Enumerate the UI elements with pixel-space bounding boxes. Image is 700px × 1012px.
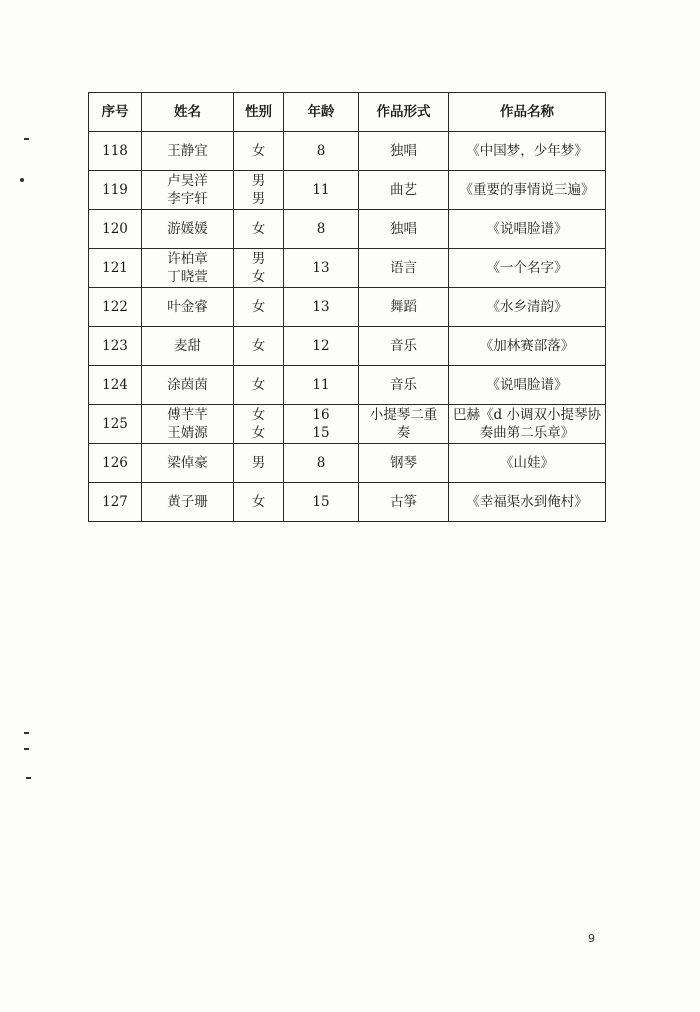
cell-number: 125 (89, 405, 142, 444)
cell-form (359, 444, 449, 483)
cell-title (449, 132, 606, 171)
cell-gender-line: 男 (251, 173, 266, 189)
cell-name-line: 游媛媛 (167, 221, 208, 237)
cell-form-line: 独唱 (390, 143, 417, 159)
cell-age-line: 11 (312, 377, 330, 393)
cell-age-line: 16 (312, 407, 330, 423)
cell-title-line: 《幸福渠水到俺村》 (466, 494, 588, 510)
cell-name-line: 王静宜 (167, 143, 208, 159)
scan-mark (26, 777, 31, 779)
cell-name (142, 483, 234, 522)
cell-form (359, 483, 449, 522)
cell-age-line: 15 (312, 425, 330, 441)
header-name: 姓名 (142, 93, 234, 132)
cell-form-line: 语言 (390, 260, 417, 276)
cell-gender-line: 男 (251, 191, 266, 207)
cell-name-line: 卢昊洋 (167, 173, 208, 189)
header-age: 年龄 (284, 93, 359, 132)
header-form: 作品形式 (359, 93, 449, 132)
cell-name-line: 涂茵茵 (167, 377, 208, 393)
cell-age-line: 11 (312, 182, 330, 198)
cell-title (449, 483, 606, 522)
scan-mark (20, 178, 24, 182)
cell-gender (234, 171, 284, 210)
cell-gender-line: 女 (251, 221, 266, 237)
cell-name (142, 288, 234, 327)
cell-age-line: 8 (316, 455, 326, 471)
cell-age-line: 8 (316, 143, 326, 159)
cell-gender-line: 女 (251, 425, 266, 441)
cell-number: 126 (89, 444, 142, 483)
cell-number: 123 (89, 327, 142, 366)
cell-gender (234, 483, 284, 522)
cell-name (142, 171, 234, 210)
cell-name (142, 405, 234, 444)
cell-name-line: 丁晓萱 (167, 269, 208, 285)
cell-name (142, 249, 234, 288)
table-row (89, 327, 606, 366)
cell-age (284, 327, 359, 366)
cell-name-line: 叶金睿 (167, 299, 208, 315)
cell-gender (234, 405, 284, 444)
cell-number: 120 (89, 210, 142, 249)
scan-mark (24, 732, 29, 734)
cell-name-line: 梁倬豪 (167, 455, 208, 471)
header-gender: 性别 (234, 93, 284, 132)
scan-mark (24, 138, 29, 140)
cell-form-line: 音乐 (390, 377, 417, 393)
cell-gender-line: 女 (251, 494, 266, 510)
cell-form (359, 210, 449, 249)
cell-age-line: 13 (312, 299, 330, 315)
cell-gender (234, 288, 284, 327)
cell-number: 121 (89, 249, 142, 288)
cell-name (142, 327, 234, 366)
table-row (89, 405, 606, 444)
cell-name (142, 210, 234, 249)
cell-number: 124 (89, 366, 142, 405)
cell-name (142, 366, 234, 405)
participant-table (88, 92, 606, 522)
cell-gender-line: 男 (251, 455, 266, 471)
cell-gender-line: 女 (251, 338, 266, 354)
cell-form-line: 小提琴二重 (369, 407, 438, 423)
cell-form-line: 音乐 (390, 338, 417, 354)
cell-form (359, 288, 449, 327)
cell-gender (234, 366, 284, 405)
scan-mark (24, 748, 29, 750)
cell-age (284, 132, 359, 171)
cell-title-line: 《重要的事情说三遍》 (459, 182, 595, 198)
cell-form-line: 奏 (396, 425, 411, 441)
cell-gender-line: 女 (251, 299, 266, 315)
cell-form (359, 132, 449, 171)
cell-title (449, 327, 606, 366)
table-header-row (89, 93, 606, 132)
cell-gender (234, 132, 284, 171)
cell-form (359, 171, 449, 210)
cell-title-line: 《加林赛部落》 (479, 338, 575, 354)
cell-form (359, 366, 449, 405)
cell-title (449, 444, 606, 483)
cell-title (449, 171, 606, 210)
table-row (89, 132, 606, 171)
cell-name (142, 132, 234, 171)
cell-title (449, 288, 606, 327)
table-row (89, 171, 606, 210)
cell-age-line: 15 (312, 494, 330, 510)
cell-title-line: 《说唱脸谱》 (486, 221, 568, 237)
cell-number: 118 (89, 132, 142, 171)
cell-number: 122 (89, 288, 142, 327)
cell-title (449, 366, 606, 405)
cell-age-line: 12 (312, 338, 330, 354)
cell-age-line: 13 (312, 260, 330, 276)
table-row (89, 249, 606, 288)
cell-form-line: 钢琴 (390, 455, 417, 471)
cell-gender (234, 210, 284, 249)
cell-name (142, 444, 234, 483)
cell-gender-line: 女 (251, 407, 266, 423)
cell-name-line: 傅芊芊 (167, 407, 208, 423)
cell-gender (234, 444, 284, 483)
cell-age (284, 288, 359, 327)
cell-gender (234, 249, 284, 288)
cell-form (359, 405, 449, 444)
table-row (89, 483, 606, 522)
cell-age (284, 444, 359, 483)
cell-title (449, 405, 606, 444)
cell-gender-line: 男 (251, 251, 266, 267)
cell-title-line: 《说唱脸谱》 (486, 377, 568, 393)
cell-age (284, 483, 359, 522)
cell-name-line: 麦甜 (174, 338, 201, 354)
cell-age (284, 249, 359, 288)
cell-form-line: 曲艺 (390, 182, 417, 198)
cell-age-line: 8 (316, 221, 326, 237)
cell-age (284, 171, 359, 210)
cell-name-line: 许柏章 (167, 251, 208, 267)
table-row (89, 288, 606, 327)
cell-gender-line: 女 (251, 143, 266, 159)
cell-age (284, 405, 359, 444)
cell-form-line: 古筝 (390, 494, 417, 510)
page-number: 9 (588, 932, 595, 945)
cell-form-line: 独唱 (390, 221, 417, 237)
cell-number: 119 (89, 171, 142, 210)
cell-title-line: 奏曲第二乐章》 (479, 425, 575, 441)
cell-title-line: 巴赫《d 小调双小提琴协 (453, 407, 601, 423)
cell-title (449, 249, 606, 288)
header-number: 序号 (89, 93, 142, 132)
table-row (89, 366, 606, 405)
cell-name-line: 李宇轩 (167, 191, 208, 207)
table-body (89, 132, 606, 522)
cell-form (359, 249, 449, 288)
cell-title-line: 《一个名字》 (486, 260, 568, 276)
table-row (89, 210, 606, 249)
cell-age (284, 210, 359, 249)
cell-title-line: 《中国梦，少年梦》 (466, 143, 588, 159)
cell-number: 127 (89, 483, 142, 522)
cell-gender-line: 女 (251, 269, 266, 285)
cell-age (284, 366, 359, 405)
table-row (89, 444, 606, 483)
cell-title-line: 《山娃》 (500, 455, 554, 471)
cell-name-line: 王婧源 (167, 425, 208, 441)
cell-gender (234, 327, 284, 366)
header-title: 作品名称 (449, 93, 606, 132)
cell-name-line: 黄子珊 (167, 494, 208, 510)
cell-title-line: 《水乡清韵》 (486, 299, 568, 315)
cell-form (359, 327, 449, 366)
cell-title (449, 210, 606, 249)
cell-gender-line: 女 (251, 377, 266, 393)
cell-form-line: 舞蹈 (390, 299, 417, 315)
